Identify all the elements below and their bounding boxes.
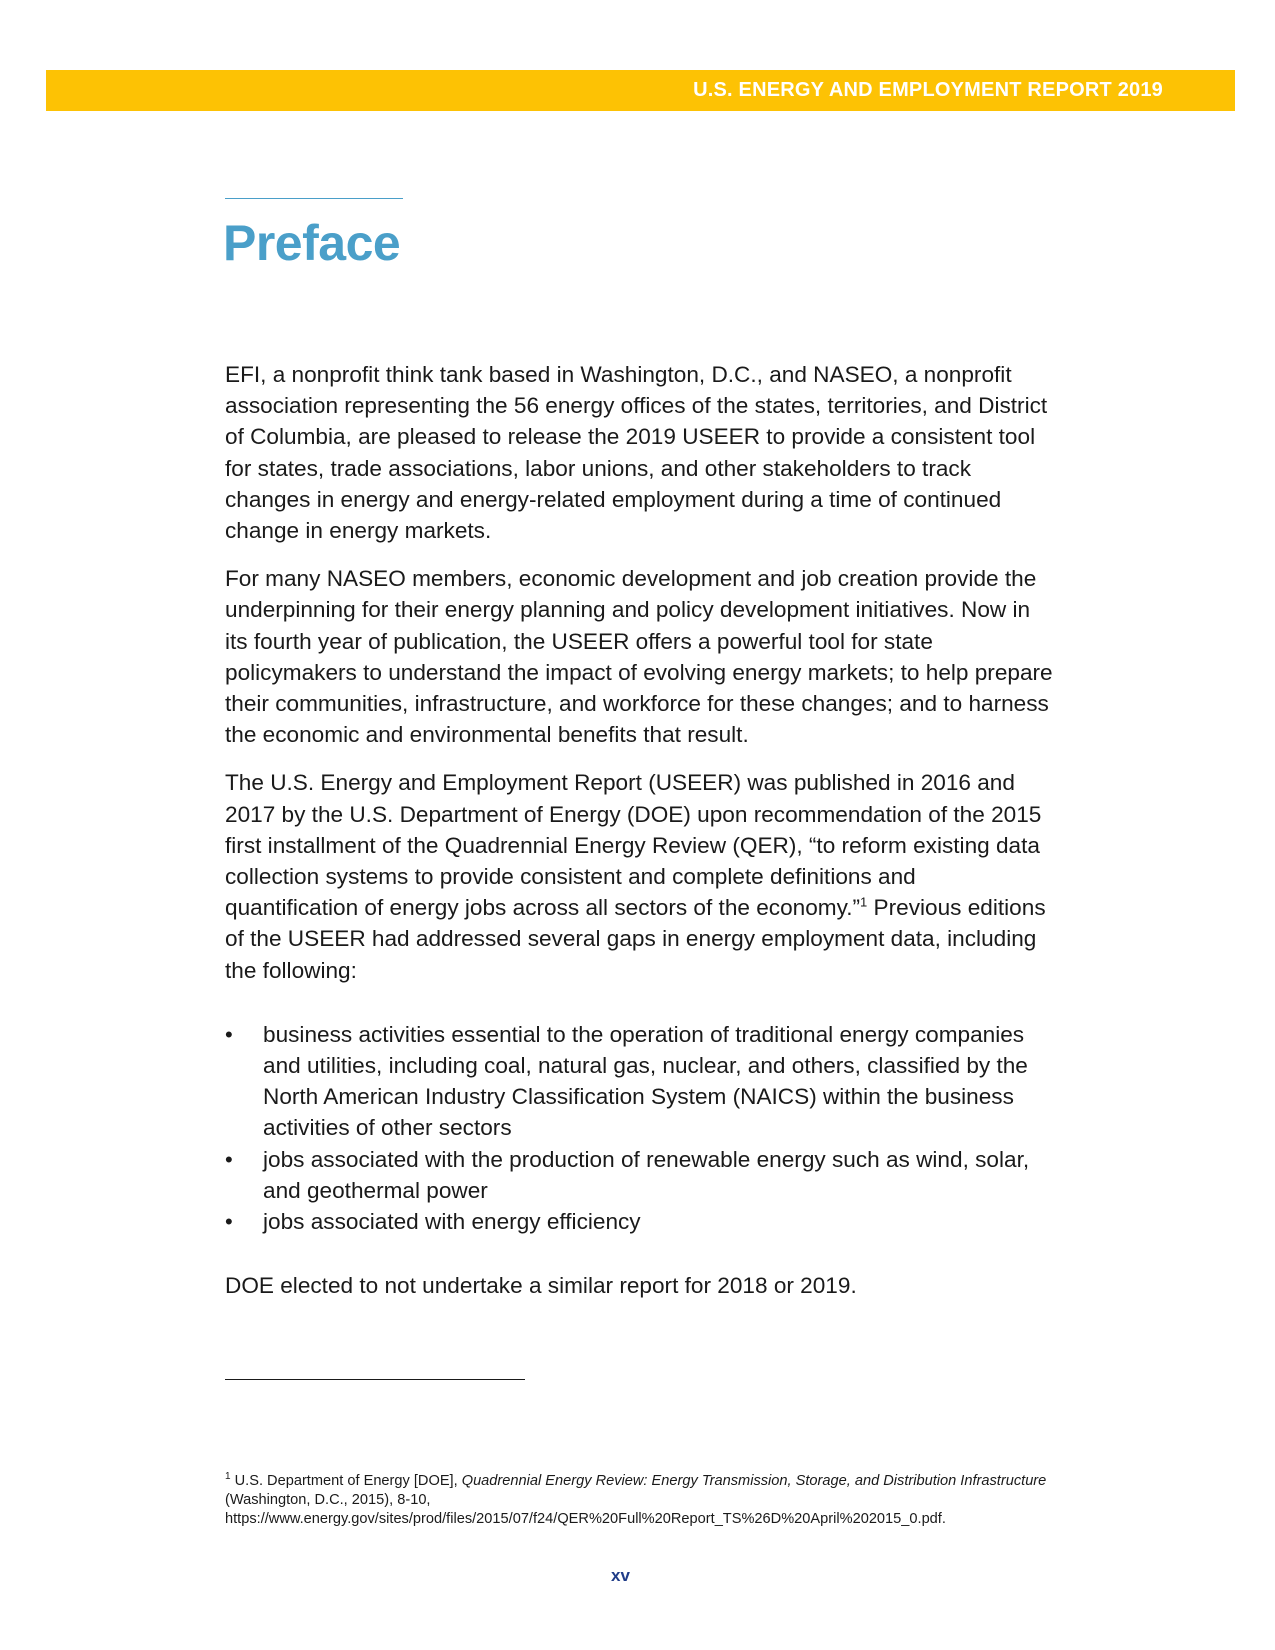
report-header-title: U.S. ENERGY AND EMPLOYMENT REPORT 2019: [693, 79, 1163, 101]
footnote-separator: [225, 1379, 525, 1380]
page-number: xv: [611, 1566, 630, 1585]
header-band: [46, 70, 1235, 111]
footnote-title: Quadrennial Energy Review: Energy Transmission, Storage, and Distribution Infrastructure: [461, 1472, 1047, 1489]
list-item-text: jobs associated with the production of renewable energy such as wind, solar, and geothermal power: [263, 1146, 1030, 1203]
paragraph-3: [225, 767, 1055, 985]
bullet-icon: •: [225, 1209, 233, 1235]
title-rule: [225, 198, 403, 199]
footnote-ref: 1: [860, 894, 868, 910]
footnote-publication: (Washington, D.C., 2015), 8-10,: [225, 1491, 431, 1508]
paragraph-2: For many NASEO members, economic development and job creation provide the underpinning for their energy planning and policy development initiatives. Now in its fourth year of publication, the USEER offers a powerful tool for state policymakers to understand the impact of evolving energy markets; to help prepare their communities, infrastructure, and workforce for these changes; and to harness the economic and environmental benefits that result.: [225, 566, 1053, 748]
list-item-text: business activities essential to the operation of traditional energy companies and utilities, including coal, natural gas, nuclear, and others, classified by the North American Industry Classification System (NAICS) within the business activities of other sectors: [263, 1021, 1028, 1141]
list-item: [225, 1206, 1055, 1237]
body-text: [225, 359, 1055, 1318]
footnote: [225, 1467, 1085, 1529]
paragraph-1: EFI, a nonprofit think tank based in Washington, D.C., and NASEO, a nonprofit association representing the 56 energy offices of the states, territories, and District of Columbia, are pleased to release the 2019 USEER to provide a consistent tool for states, trade associations, labor unions, and other stakeholders to track changes in energy and energy-related employment during a time of continued change in energy markets.: [225, 362, 1048, 544]
bullet-icon: •: [225, 1146, 233, 1172]
list-item: [225, 1019, 1055, 1144]
list-item: [225, 1144, 1055, 1206]
bullet-list: [225, 1019, 1055, 1237]
paragraph-3-continuation: Previous editions of the USEER had addressed several gaps in energy employment data, including the following:: [225, 895, 1046, 983]
footnote-author: U.S. Department of Energy [DOE],: [230, 1472, 462, 1489]
footnote-number: 1: [225, 1471, 231, 1482]
page-title: Preface: [223, 215, 401, 271]
paragraph-3-text: The U.S. Energy and Employment Report (USEER) was published in 2016 and 2017 by the U.S. Department of Energy (DOE) upon recommendation of the 2015 first installment of the Quadrennial Energy Review (QER), “to reform existing data collection systems to provide consistent and complete definitions and quantification of energy jobs across all sectors of the economy.”: [225, 770, 1042, 921]
bullet-icon: •: [225, 1021, 233, 1047]
list-item-text: jobs associated with energy efficiency: [263, 1209, 641, 1235]
closing-paragraph: DOE elected to not undertake a similar report for 2018 or 2019.: [225, 1273, 857, 1299]
footnote-url: https://www.energy.gov/sites/prod/files/2015/07/f24/QER%20Full%20Report_TS%26D%20April%202015_0.pdf.: [225, 1510, 946, 1527]
